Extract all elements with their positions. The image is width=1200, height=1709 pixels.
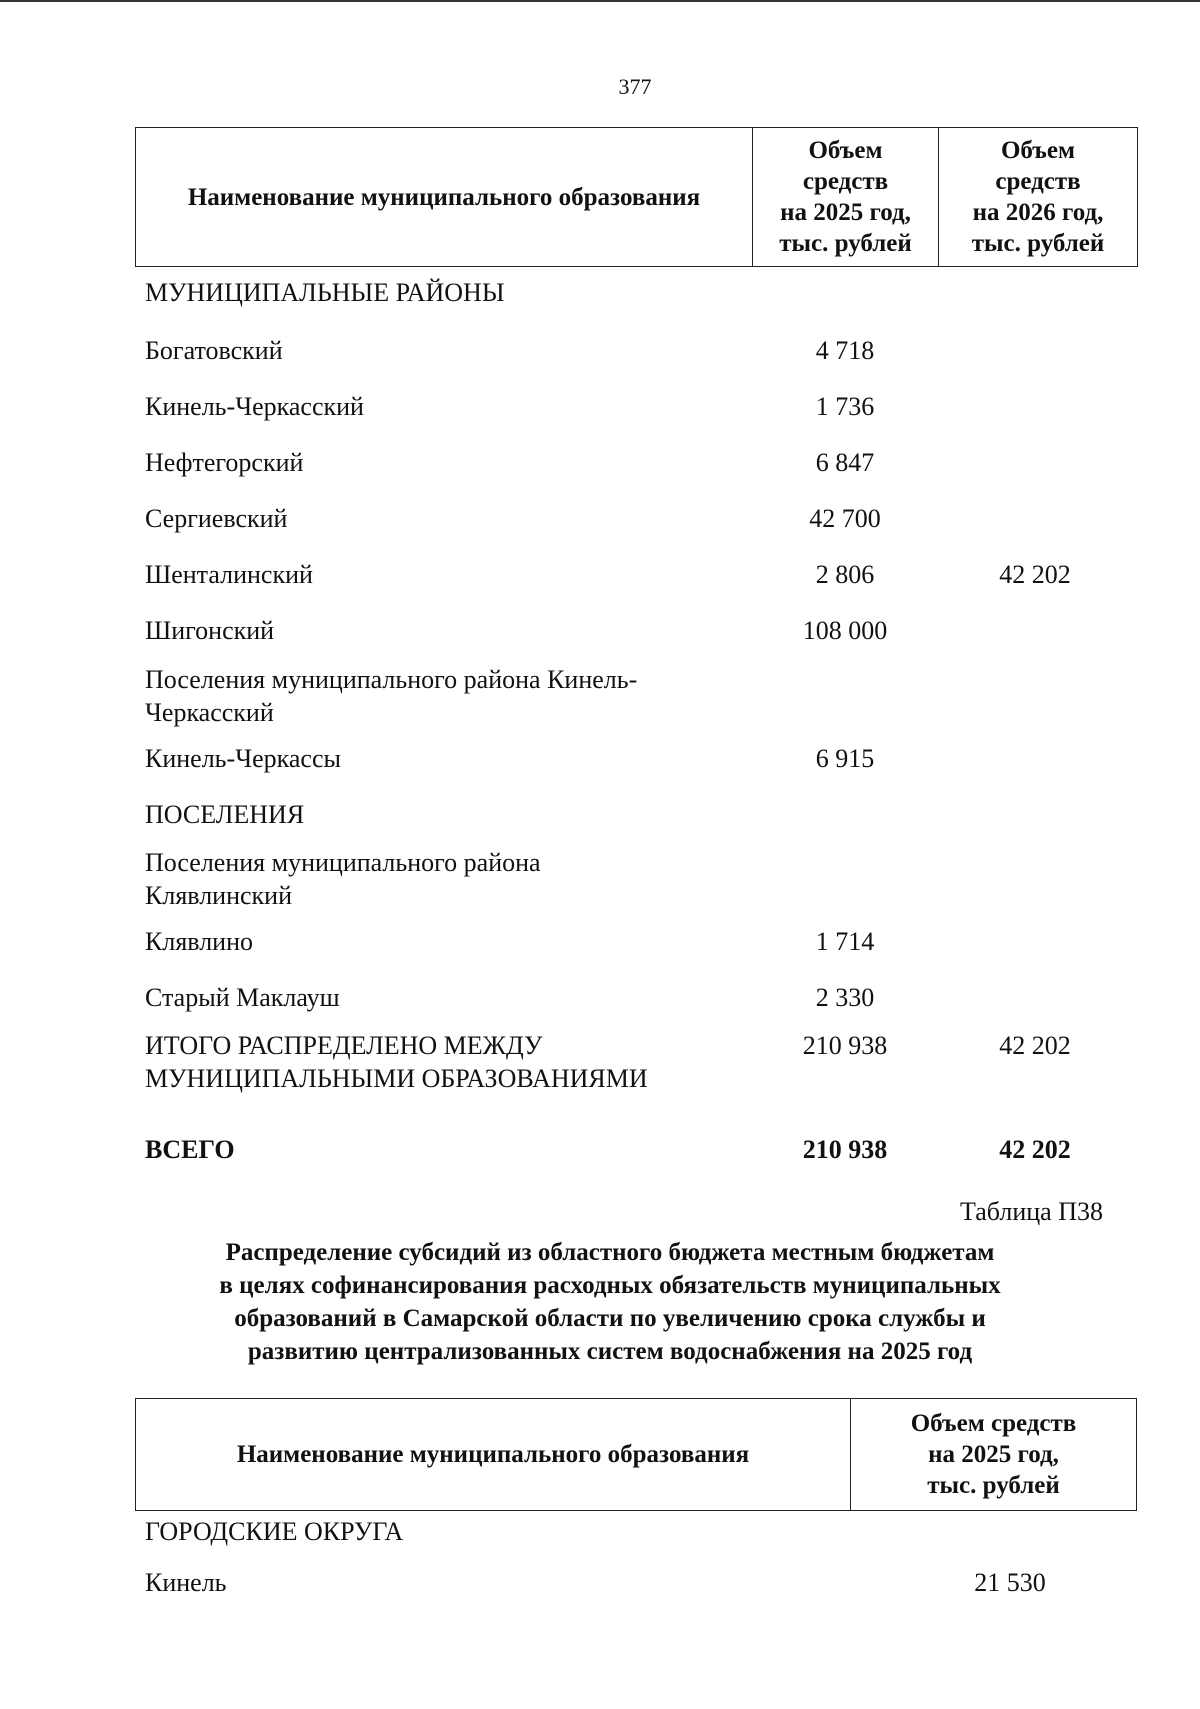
row-name-shentalinsky: Шенталинский	[145, 560, 313, 589]
row-value-2026-shentalinsky: 42 202	[999, 560, 1071, 589]
row-name-stary-maklaush: Старый Маклауш	[145, 983, 340, 1012]
row-value-2025-stary-maklaush: 2 330	[815, 983, 875, 1012]
row-value-2025-klyavlino: 1 714	[815, 927, 875, 956]
table2-header	[135, 1398, 1137, 1511]
subheading-kinel-cherkassky-settlements: Поселения муниципального района Кинель- Черкасский	[145, 665, 638, 727]
row-name-total-distributed: ИТОГО РАСПРЕДЕЛЕНО МЕЖДУ МУНИЦИПАЛЬНЫМИ ОБРАЗОВАНИЯМИ	[145, 1031, 648, 1093]
row-name-klyavlino: Клявлино	[145, 927, 254, 956]
table2-header-2025: Объем средств на 2025 год, тыс. рублей	[851, 1399, 1137, 1511]
table1-header	[135, 127, 1138, 267]
row-name-neftegorsky: Нефтегорский	[145, 448, 304, 477]
row-value-2025-neftegorsky: 6 847	[815, 448, 875, 477]
subheading-klyavlinsky-settlements: Поселения муниципального района Клявлинский	[145, 848, 541, 910]
page-number: 377	[618, 74, 652, 99]
row-value-2025-kinel: 21 530	[974, 1568, 1046, 1597]
table1-header-2026: Объем средств на 2026 год, тыс. рублей	[939, 128, 1138, 267]
section-heading-city-districts: ГОРОДСКИЕ ОКРУГА	[145, 1517, 404, 1546]
row-name-sergievsky: Сергиевский	[145, 504, 288, 533]
table2-title: Распределение субсидий из областного бюджета местным бюджетам в целях софинансирования расходных обязательств муниципальных образований в Самарской области по увеличению срока службы и развитию централизованных систем водоснабжения на 2025 год	[219, 1239, 1001, 1365]
row-value-2025-sergievsky: 42 700	[809, 504, 881, 533]
table1-header-2025: Объем средств на 2025 год, тыс. рублей	[753, 128, 939, 267]
row-value-2025-shentalinsky: 2 806	[815, 560, 875, 589]
row-value-2025-kinel-cherkassky: 1 736	[815, 392, 875, 421]
row-name-bogatovsky: Богатовский	[145, 336, 283, 365]
section-heading-municipal-districts: МУНИЦИПАЛЬНЫЕ РАЙОНЫ	[145, 278, 505, 307]
row-value-2025-total-distributed: 210 938	[802, 1031, 888, 1060]
row-value-2026-grand-total: 42 202	[999, 1135, 1071, 1164]
row-name-kinel: Кинель	[145, 1568, 227, 1597]
section-heading-settlements: ПОСЕЛЕНИЯ	[145, 800, 305, 829]
top-border-line	[0, 0, 1200, 2]
row-value-2025-bogatovsky: 4 718	[815, 336, 875, 365]
table2-header-name: Наименование муниципального образования	[136, 1399, 851, 1511]
table-caption-p38: Таблица П38	[960, 1197, 1103, 1226]
row-value-2025-grand-total: 210 938	[802, 1135, 888, 1164]
row-name-shigonsky: Шигонский	[145, 616, 275, 645]
row-value-2025-kinel-cherkassy: 6 915	[815, 744, 875, 773]
row-value-2025-shigonsky: 108 000	[802, 616, 888, 645]
row-value-2026-total-distributed: 42 202	[999, 1031, 1071, 1060]
table1-header-name: Наименование муниципального образования	[136, 128, 753, 267]
row-name-grand-total: ВСЕГО	[145, 1135, 235, 1164]
row-name-kinel-cherkassy: Кинель-Черкассы	[145, 744, 341, 773]
row-name-kinel-cherkassky: Кинель-Черкасский	[145, 392, 364, 421]
